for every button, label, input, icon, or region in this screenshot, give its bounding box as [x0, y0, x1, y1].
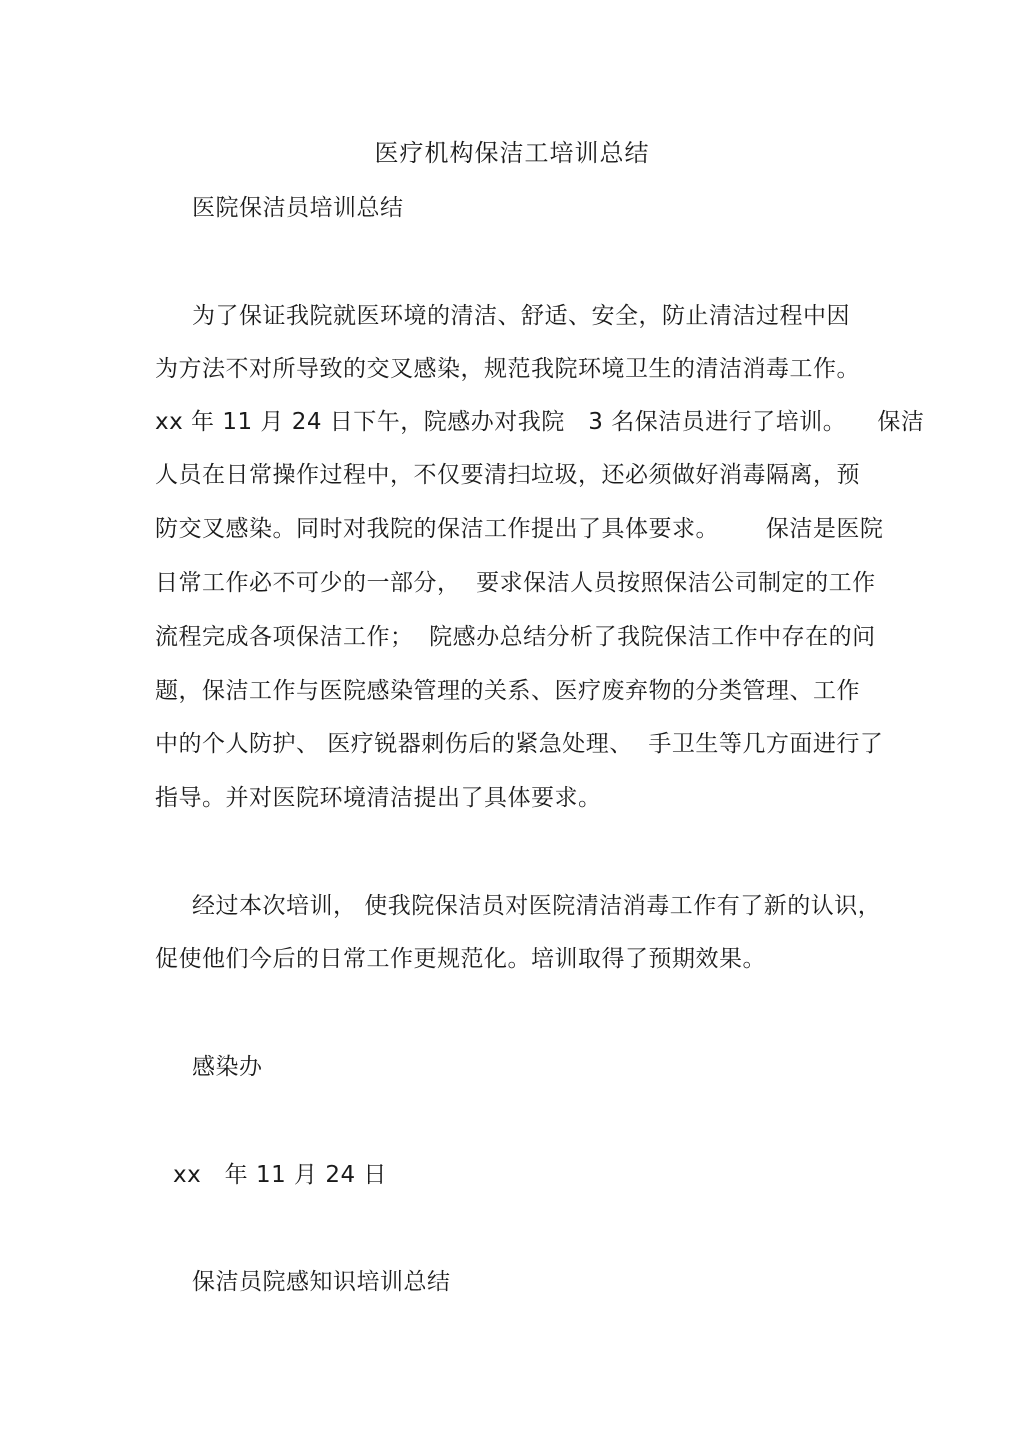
paragraph1-line-8: 题，保洁工作与医院感染管理的关系、医疗废弃物的分类管理、工作 [155, 678, 860, 704]
paragraph1-line-1: 为了保证我院就医环境的清洁、舒适、安全，防止清洁过程中因 [192, 303, 850, 329]
date: xx 年 11 月 24 日 [173, 1162, 387, 1188]
paragraph1-line-6: 日常工作必不可少的一部分， 要求保洁人员按照保洁公司制定的工作 [155, 570, 876, 596]
paragraph1-line-4: 人员在日常操作过程中，不仅要清扫垃圾，还必须做好消毒隔离，预 [155, 462, 860, 488]
paragraph1-line-10: 指导。并对医院环境清洁提出了具体要求。 [155, 785, 602, 811]
paragraph2-line-1: 经过本次培训， 使我院保洁员对医院清洁消毒工作有了新的认识， [192, 893, 882, 919]
paragraph1-line-9: 中的个人防护、 医疗锐器刺伤后的紧急处理、 手卫生等几方面进行了 [155, 731, 884, 757]
document-title: 医疗机构保洁工培训总结 [374, 139, 650, 167]
next-section-heading: 保洁员院感知识培训总结 [192, 1269, 451, 1295]
paragraph2-line-2: 促使他们今后的日常工作更规范化。培训取得了预期效果。 [155, 946, 766, 972]
signature: 感染办 [192, 1054, 263, 1080]
paragraph1-line-7: 流程完成各项保洁工作； 院感办总结分析了我院保洁工作中存在的问 [155, 624, 876, 650]
paragraph1-line-5: 防交叉感染。同时对我院的保洁工作提出了具体要求。 保洁是医院 [155, 516, 884, 542]
paragraph1-line-3: xx 年 11 月 24 日下午，院感办对我院 3 名保洁员进行了培训。 保洁 [155, 409, 925, 435]
subtitle: 医院保洁员培训总结 [192, 195, 404, 221]
paragraph1-line-2: 为方法不对所导致的交叉感染，规范我院环境卫生的清洁消毒工作。 [155, 356, 860, 382]
